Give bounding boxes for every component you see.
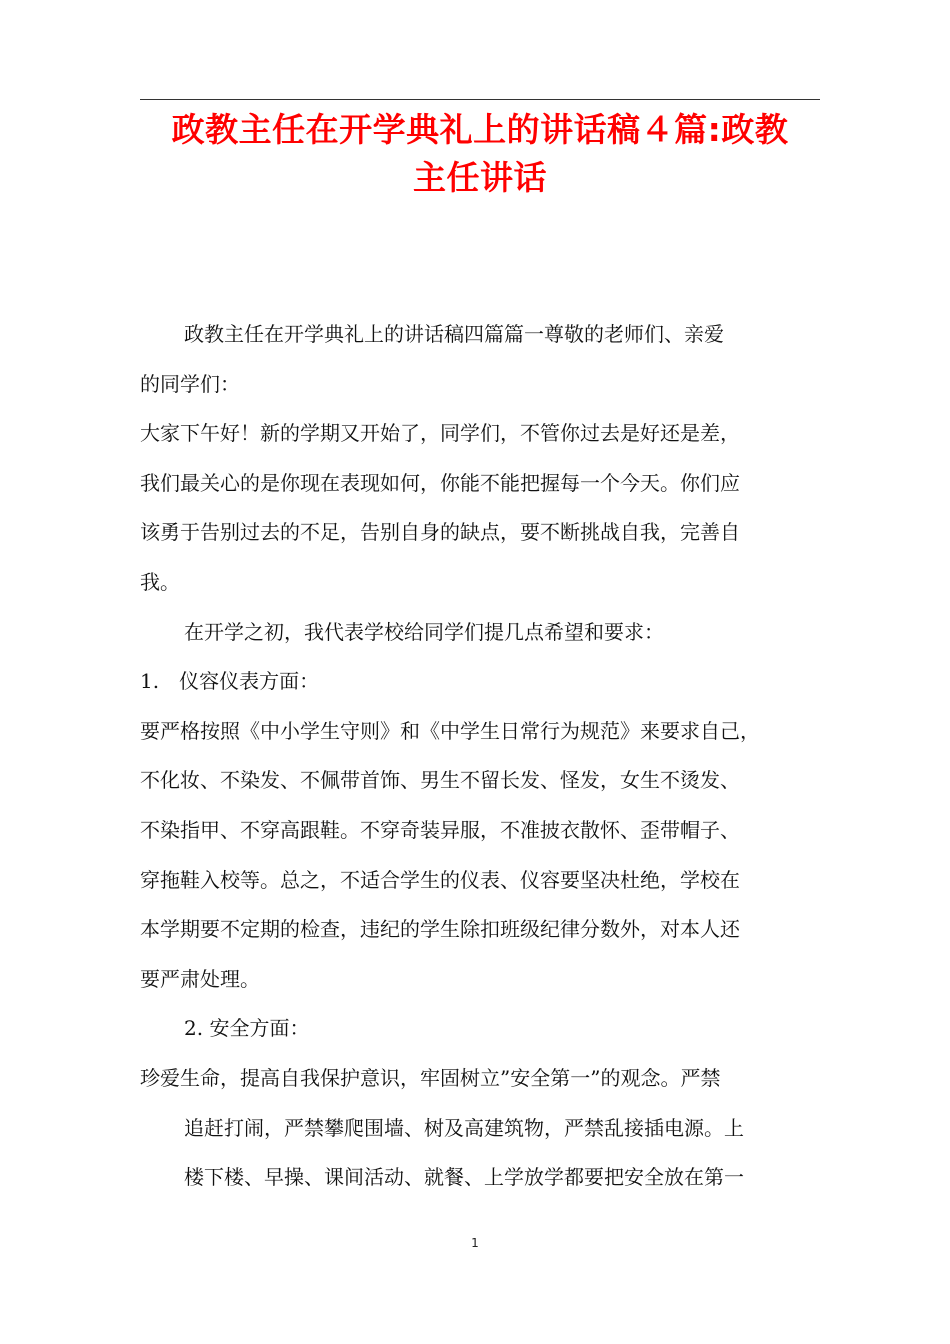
page-number: 1 [471,1236,479,1250]
paragraph-line: 穿拖鞋入校等。总之，不适合学生的仪表、仪容要坚决杜绝，学校在 [140,867,740,892]
paragraph-line: 楼下楼、早操、课间活动、就餐、上学放学都要把安全放在第一 [184,1165,744,1190]
paragraph-line: 该勇于告别过去的不足，告别自身的缺点，要不断挑战自我，完善自 [140,520,740,545]
header-rule [140,99,820,100]
paragraph-line: 不染指甲、不穿高跟鞋。不穿奇装异服，不准披衣散怀、歪带帽子、 [140,817,740,842]
section-heading-1: 1. 仪容仪表方面： [140,669,320,694]
document-body [140,310,820,1203]
paragraph-line: 我们最关心的是你现在表现如何，你能不能把握每一个今天。你们应 [140,470,740,495]
paragraph-line: 的同学们： [140,371,240,396]
paragraph-line: 要严肃处理。 [140,966,260,991]
document-title [130,106,830,202]
paragraph-line: 本学期要不定期的检查，违纪的学生除扣班级纪律分数外，对本人还 [140,917,740,942]
paragraph-line: 不化妆、不染发、不佩带首饰、男生不留长发、怪发，女生不烫发、 [140,768,740,793]
paragraph-line: 追赶打闹，严禁攀爬围墙、树及高建筑物，严禁乱接插电源。上 [184,1115,744,1140]
paragraph-line: 我。 [140,569,180,594]
section-heading-2: 2. 安全方面： [184,1016,310,1041]
title-line-1: 政教主任在开学典礼上的讲话稿４篇:政教 [171,110,789,149]
paragraph-line: 政教主任在开学典礼上的讲话稿四篇篇一尊敬的老师们、亲爱 [184,322,724,346]
title-line-2: 主任讲话 [413,158,547,197]
paragraph-line: 珍爱生命，提高自我保护意识，牢固树立”安全第一”的观念。严禁 [140,1065,721,1090]
paragraph-line: 在开学之初，我代表学校给同学们提几点希望和要求： [184,619,664,644]
paragraph-line: 大家下午好！新的学期又开始了，同学们，不管你过去是好还是差， [140,421,740,446]
paragraph-line: 要严格按照《中小学生守则》和《中学生日常行为规范》来要求自己， [140,718,760,743]
